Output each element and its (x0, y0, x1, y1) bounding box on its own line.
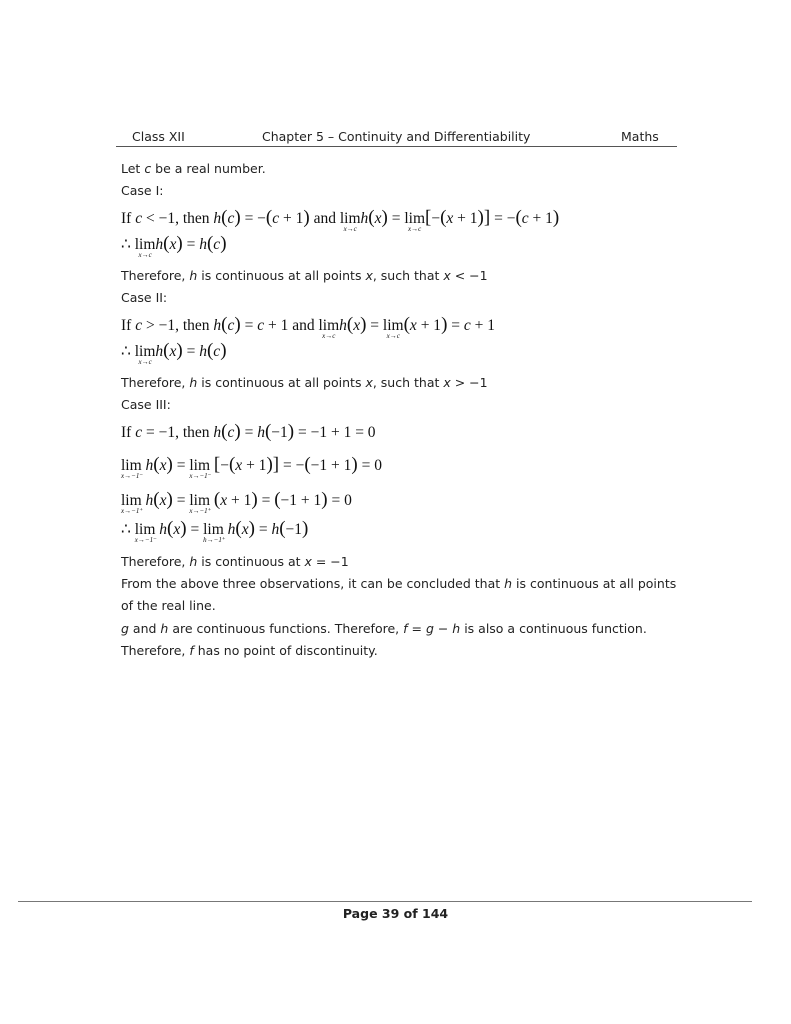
case3-label: Case III: (121, 397, 171, 412)
case1-conclusion: Therefore, h is continuous at all points x, such that x < −1 (121, 268, 488, 283)
intro-text: Let c be a real number. (121, 161, 266, 176)
page-header (118, 129, 676, 145)
case1-equation-1: If c < −1, then h(c) = −(c + 1) and lim x→c h(x) = lim x→c [−(x + 1)] = −(c + 1) (121, 207, 560, 233)
case1-label: Case I: (121, 183, 164, 198)
case1-equation-2: ∴ lim x→c h(x) = h(c) (121, 233, 227, 259)
case2-equation-1: If c > −1, then h(c) = c + 1 and lim x→c h(x) = lim x→c (x + 1) = c + 1 (121, 314, 496, 340)
page-number: Page 39 of 144 (342, 906, 449, 921)
final-conclusion: Therefore, f has no point of discontinuity. (121, 643, 378, 658)
observation-line-1: From the above three observations, it can be concluded that h is continuous at all points (121, 576, 677, 591)
continuity-statement: g and h are continuous functions. Therefore, f = g − h is also a continuous function. (121, 621, 647, 636)
footer-divider (18, 901, 752, 902)
case2-conclusion: Therefore, h is continuous at all points x, such that x > −1 (121, 375, 488, 390)
case2-equation-2: ∴ lim x→c h(x) = h(c) (121, 340, 227, 366)
case2-label: Case II: (121, 290, 168, 305)
observation-line-2: of the real line. (121, 598, 216, 613)
case3-equation-3: lim x→−1⁺ h(x) = lim x→−1⁺ (x + 1) = (−1 + 1) = 0 (121, 489, 352, 515)
header-chapter: Chapter 5 – Continuity and Differentiability (262, 129, 531, 144)
header-class: Class XII (132, 129, 185, 144)
header-subject: Maths (621, 129, 659, 144)
case3-equation-1: If c = −1, then h(c) = h(−1) = −1 + 1 = 0 (121, 421, 376, 442)
case3-conclusion: Therefore, h is continuous at x = −1 (121, 554, 349, 569)
header-divider (116, 146, 677, 147)
case3-equation-2: lim x→−1⁻ h(x) = lim x→−1⁻ [−(x + 1)] = −(−1 + 1) = 0 (121, 454, 382, 480)
case3-equation-4: ∴ lim x→−1⁻ h(x) = lim h→−1⁺ h(x) = h(−1) (121, 518, 309, 544)
